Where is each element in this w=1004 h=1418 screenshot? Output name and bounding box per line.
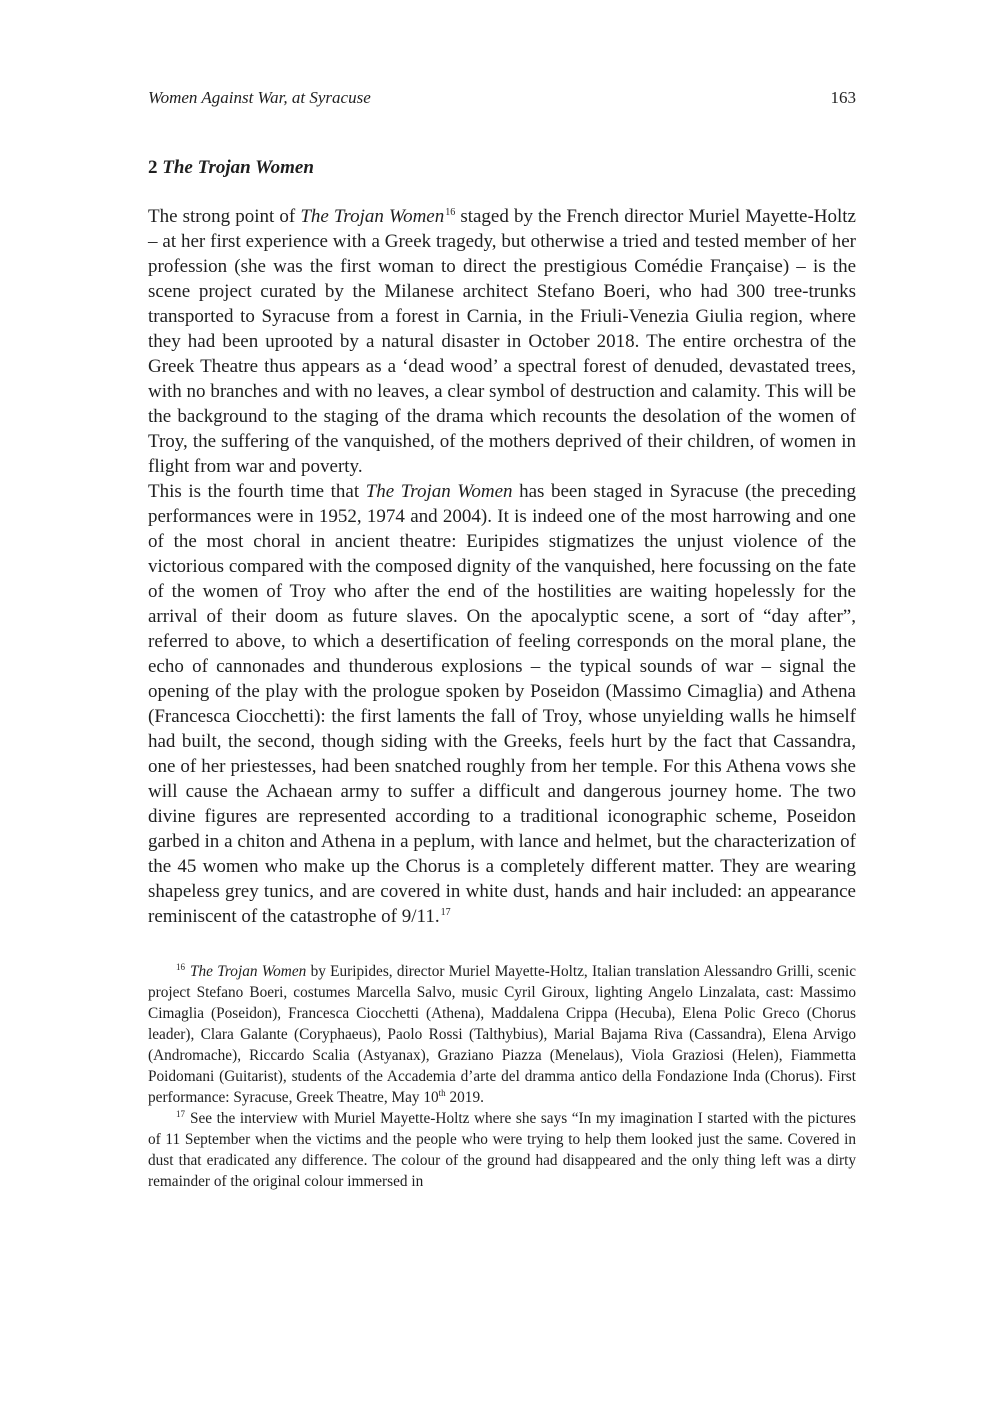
body-text [148, 204, 856, 929]
paragraph-text: This is the fourth time that [148, 481, 366, 502]
paragraph [148, 204, 856, 479]
ordinal-suffix: th [438, 1088, 446, 1098]
running-head [148, 88, 856, 114]
footnote-text: by Euripides, director Muriel Mayette-Holtz, Italian translation Alessandro Grilli, scenic project Stefano Boeri, costumes Marcella Salvo, music Cyril Giroux, lighting Angelo Linzalata, cast: Massimo Cimaglia (Poseidon), Francesca Ciocchetti (Athena), Maddalena Crippa (Hecuba), Elena Polic Greco (Chorus leader), Clara Galante (Coryphaeus), Paolo Rossi (Talthybius), Marial Bajama Riva (Cassandra), Elena Arvigo (Andromache), Riccardo Scalia (Astyanax), Graziano Piazza (Menelaus), Viola Graziosi (Helen), Fiammetta Poidomani (Guitarist), students of the Accademia d’arte del dramma antico della Fondazione Inda (Chorus). First performance: Syracuse, Greek Theatre, May 10 [148, 963, 857, 1106]
footnote [148, 961, 856, 1108]
paragraph-text: has been staged in Syracuse (the preceding performances were in 1952, 1974 and 2004). It is indeed one of the most harrowing and one of the most choral in ancient theatre: Euripides stigmatizes the unjust violence of the victorious compared with the composed dignity of the vanquished, here focussing on the fate of the women of Troy who after the end of the hostilities are waiting hopelessly for the arrival of their doom as future slaves. On the apocalyptic scene, a sort of “day after”, referred to above, to which a desertification of feeling corresponds on the moral plane, the echo of cannonades and thunderous explosions – the typical sounds of war – signal the opening of the play with the prologue spoken by Poseidon (Massimo Cimaglia) and Athena (Francesca Ciocchetti): the first laments the fall of Troy, whose unyielding walls he himself had built, the second, though siding with the Greeks, feels hurt by the fact that Cassandra, one of her priestesses, had been snatched roughly from her temple. For this Athena vows she will cause the Achaean army to suffer a difficult and dangerous journey home. The two divine figures are represented according to a traditional iconographic scheme, Poseidon garbed in a chiton and Athena in a peplum, with lance and helmet, but the characterization of the 45 women who make up the Chorus is a completely different matter. They are wearing shapeless grey tunics, and are covered in white dust, hands and hair included: an appearance reminiscent of the catastrophe of 9/11. [148, 481, 856, 927]
footnote-ref: 17 [440, 907, 451, 918]
page-number: 163 [830, 88, 856, 107]
footnote-text: 2019. [445, 1089, 484, 1106]
paragraph [148, 479, 856, 929]
section-heading [148, 156, 856, 180]
work-title: The Trojan Women [190, 963, 307, 980]
section-title: The Trojan Women [162, 157, 314, 178]
footnote-number: 16 [176, 962, 185, 972]
work-title: The Trojan Women [300, 206, 445, 227]
paragraph-text: The strong point of [148, 206, 301, 227]
paragraph-text: staged by the French director Muriel Mayette-Holtz – at her first experience with a Greek tragedy, but otherwise a tried and tested member of her profession (she was the first woman to direct the prestigious Comédie Française) – is the scene project curated by the Milanese architect Stefano Boeri, who had 300 tree-trunks transported to Syracuse from a forest in Carnia, in the Friuli-Venezia Giulia region, where they had been uprooted by a natural disaster in October 2018. The entire orchestra of the Greek Theatre thus appears as a ‘dead wood’ a spectral forest of denuded, devastated trees, with no branches and with no leaves, a clear symbol of destruction and calamity. This will be the background to the staging of the drama which recounts the desolation of the women of Troy, the suffering of the vanquished, of the mothers deprived of their children, of women in flight from war and poverty. [148, 206, 856, 477]
page [148, 88, 856, 1192]
work-title: The Trojan Women [365, 481, 513, 502]
footnote-number: 17 [176, 1109, 185, 1119]
running-title: Women Against War, at Syracuse [148, 88, 371, 107]
footnote [148, 1108, 856, 1192]
section-number: 2 [148, 157, 158, 178]
footnote-ref: 16 [445, 207, 456, 218]
footnotes [148, 961, 856, 1192]
footnote-text: See the interview with Muriel Mayette-Holtz where she says “In my imagination I started with the pictures of 11 September when the victims and the people who were trying to help them looked just the same. Covered in dust that eradicated any difference. The colour of the ground had disappeared and the only thing left was a dirty remainder of the original colour immersed in [148, 1110, 856, 1190]
